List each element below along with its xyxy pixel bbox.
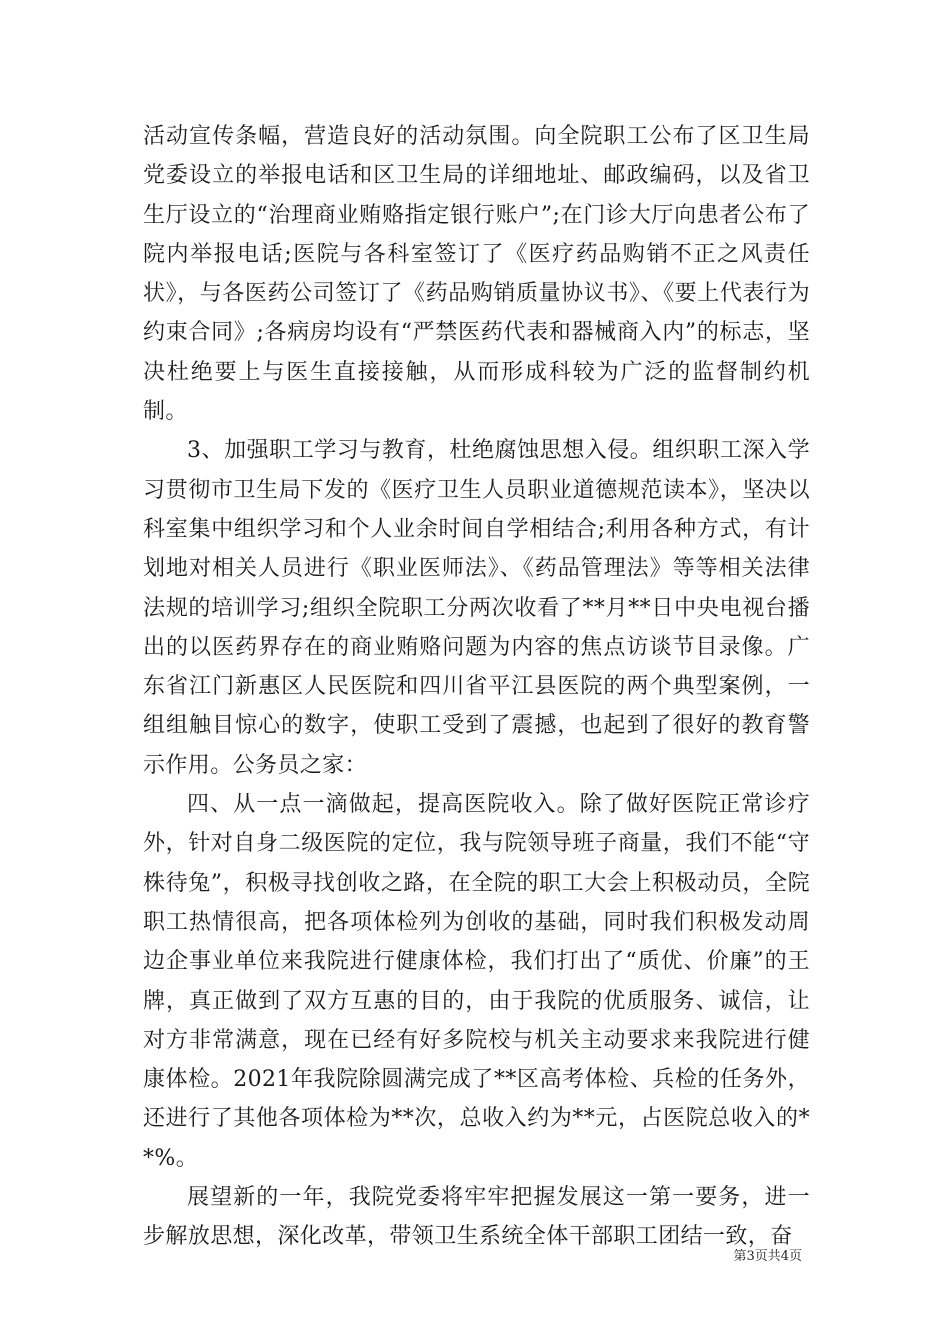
paragraph-section-4: 四、从一点一滴做起，提高医院收入。除了做好医院正常诊疗外，针对自身二级医院的定位，我与院领导班子商量，我们不能“守株待兔”，积极寻找创收之路，在全院的职工大会上积极动员，全院职工热情很高，把各项体检列为创收的基础，同时我们积极发动周边企事业单位来我院进行健康体检，我们打出了“质优、价廉”的王牌，真正做到了双方互惠的目的，由于我院的优质服务、诚信，让对方非常满意，现在已经有好多院校与机关主动要求来我院进行健康体检。2021年我院除圆满完成了**区高考体检、兵检的任务外，还进行了其他各项体检为**次，总收入约为**元，占医院总收入的**%。 — [143, 792, 810, 1171]
paragraph-outlook: 展望新的一年，我院党委将牢牢把握发展这一第一要务，进一步解放思想，深化改革，带领卫生系统全体干部职工团结一致，奋 — [143, 1185, 810, 1250]
paragraph-section-3: 3、加强职工学习与教育，杜绝腐蚀思想入侵。组织职工深入学习贯彻市卫生局下发的《医疗卫生人员职业道德规范读本》，坚决以科室集中组织学习和个人业余时间自学相结合;利用各种方式，有计划地对相关人员进行《职业医师法》、《药品管理法》等等相关法律法规的培训学习;组织全院职工分两次收看了**月**日中央电视台播出的以医药界存在的商业贿赂问题为内容的焦点访谈节目录像。广东省江门新惠区人民医院和四川省平江县医院的两个典型案例，一组组触目惊心的数字，使职工受到了震撼，也起到了很好的教育警示作用。公务员之家： — [143, 438, 810, 778]
paragraph-continued: 活动宣传条幅，营造良好的活动氛围。向全院职工公布了区卫生局党委设立的举报电话和区卫生局的详细地址、邮政编码，以及省卫生厅设立的“治理商业贿赂指定银行账户”;在门诊大厅向患者公布了院内举报电话;医院与各科室签订了《医疗药品购销不正之风责任状》，与各医药公司签订了《药品购销质量协议书》、《要上代表行为约束合同》;各病房均设有“严禁医药代表和器械商入内”的标志，坚决杜绝要上与医生直接接触，从而形成科较为广泛的监督制约机制。 — [143, 124, 810, 425]
document-body — [143, 117, 810, 1257]
page-number-footer: 第3页共4页 — [733, 1249, 802, 1264]
